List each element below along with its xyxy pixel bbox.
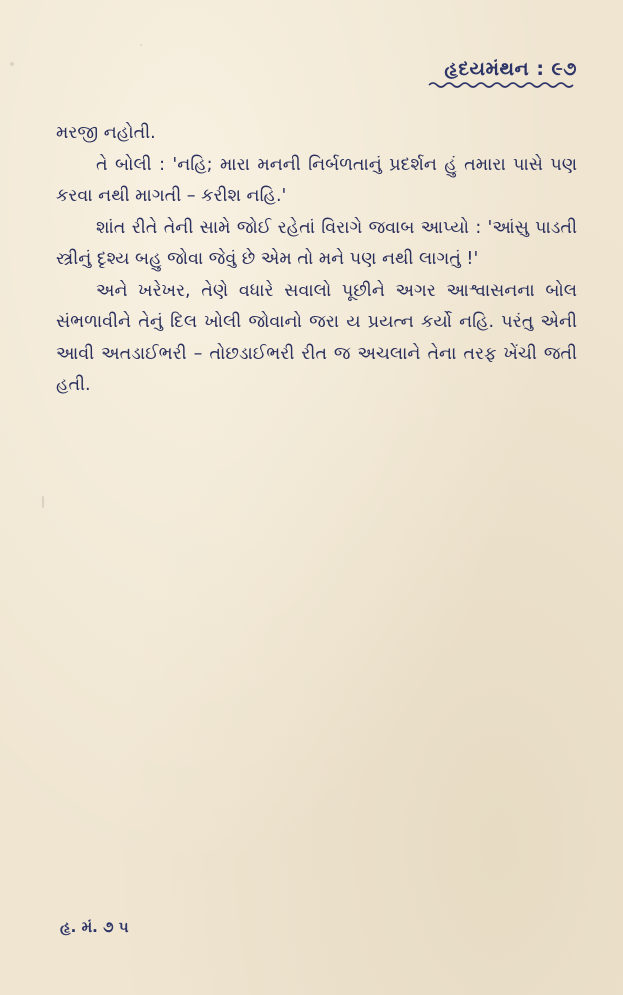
running-head: હૃદયમંથન : ૯૭ [444, 58, 577, 80]
paragraph: તે બોલી : 'નહિ; મારા મનની નિર્બળતાનું પ્રદર્શન હું તમારા પાસે પણ કરવા નથી માગતી – કરીશ નહિ.' [56, 154, 577, 206]
page-signature: હૃ. મં. ૭ ૫ [60, 918, 129, 936]
paper-speck [140, 44, 142, 46]
page-header [427, 58, 577, 90]
decorative-squiggle-underline [427, 80, 577, 90]
body-text [56, 118, 577, 402]
paragraph: અને ખરેખર, તેણે વધારે સવાલો પૂછીને અગર આશ્વાસનના બોલ સંભળાવીને તેનું દિલ ખોલી જોવાનો જરા ય પ્રયત્ન કર્યો નહિ. પરંતુ એની આવી અતડાઈભરી – તોછડાઈભરી રીત જ અચલાને તેના તરફ ખેંચી જતી હતી. [56, 280, 577, 395]
paragraph: શાંત રીતે તેની સામે જોઈ રહેતાં વિરાગે જવાબ આપ્યો : 'આંસુ પાડતી સ્ત્રીનું દૃશ્ય બહુ જોવા જેવું છે એમ તો મને પણ નથી લાગતું !' [56, 217, 577, 269]
paper-speck [10, 62, 14, 66]
paragraph-continuation: મરજી નહોતી. [56, 123, 156, 143]
paper-speck [42, 496, 44, 508]
